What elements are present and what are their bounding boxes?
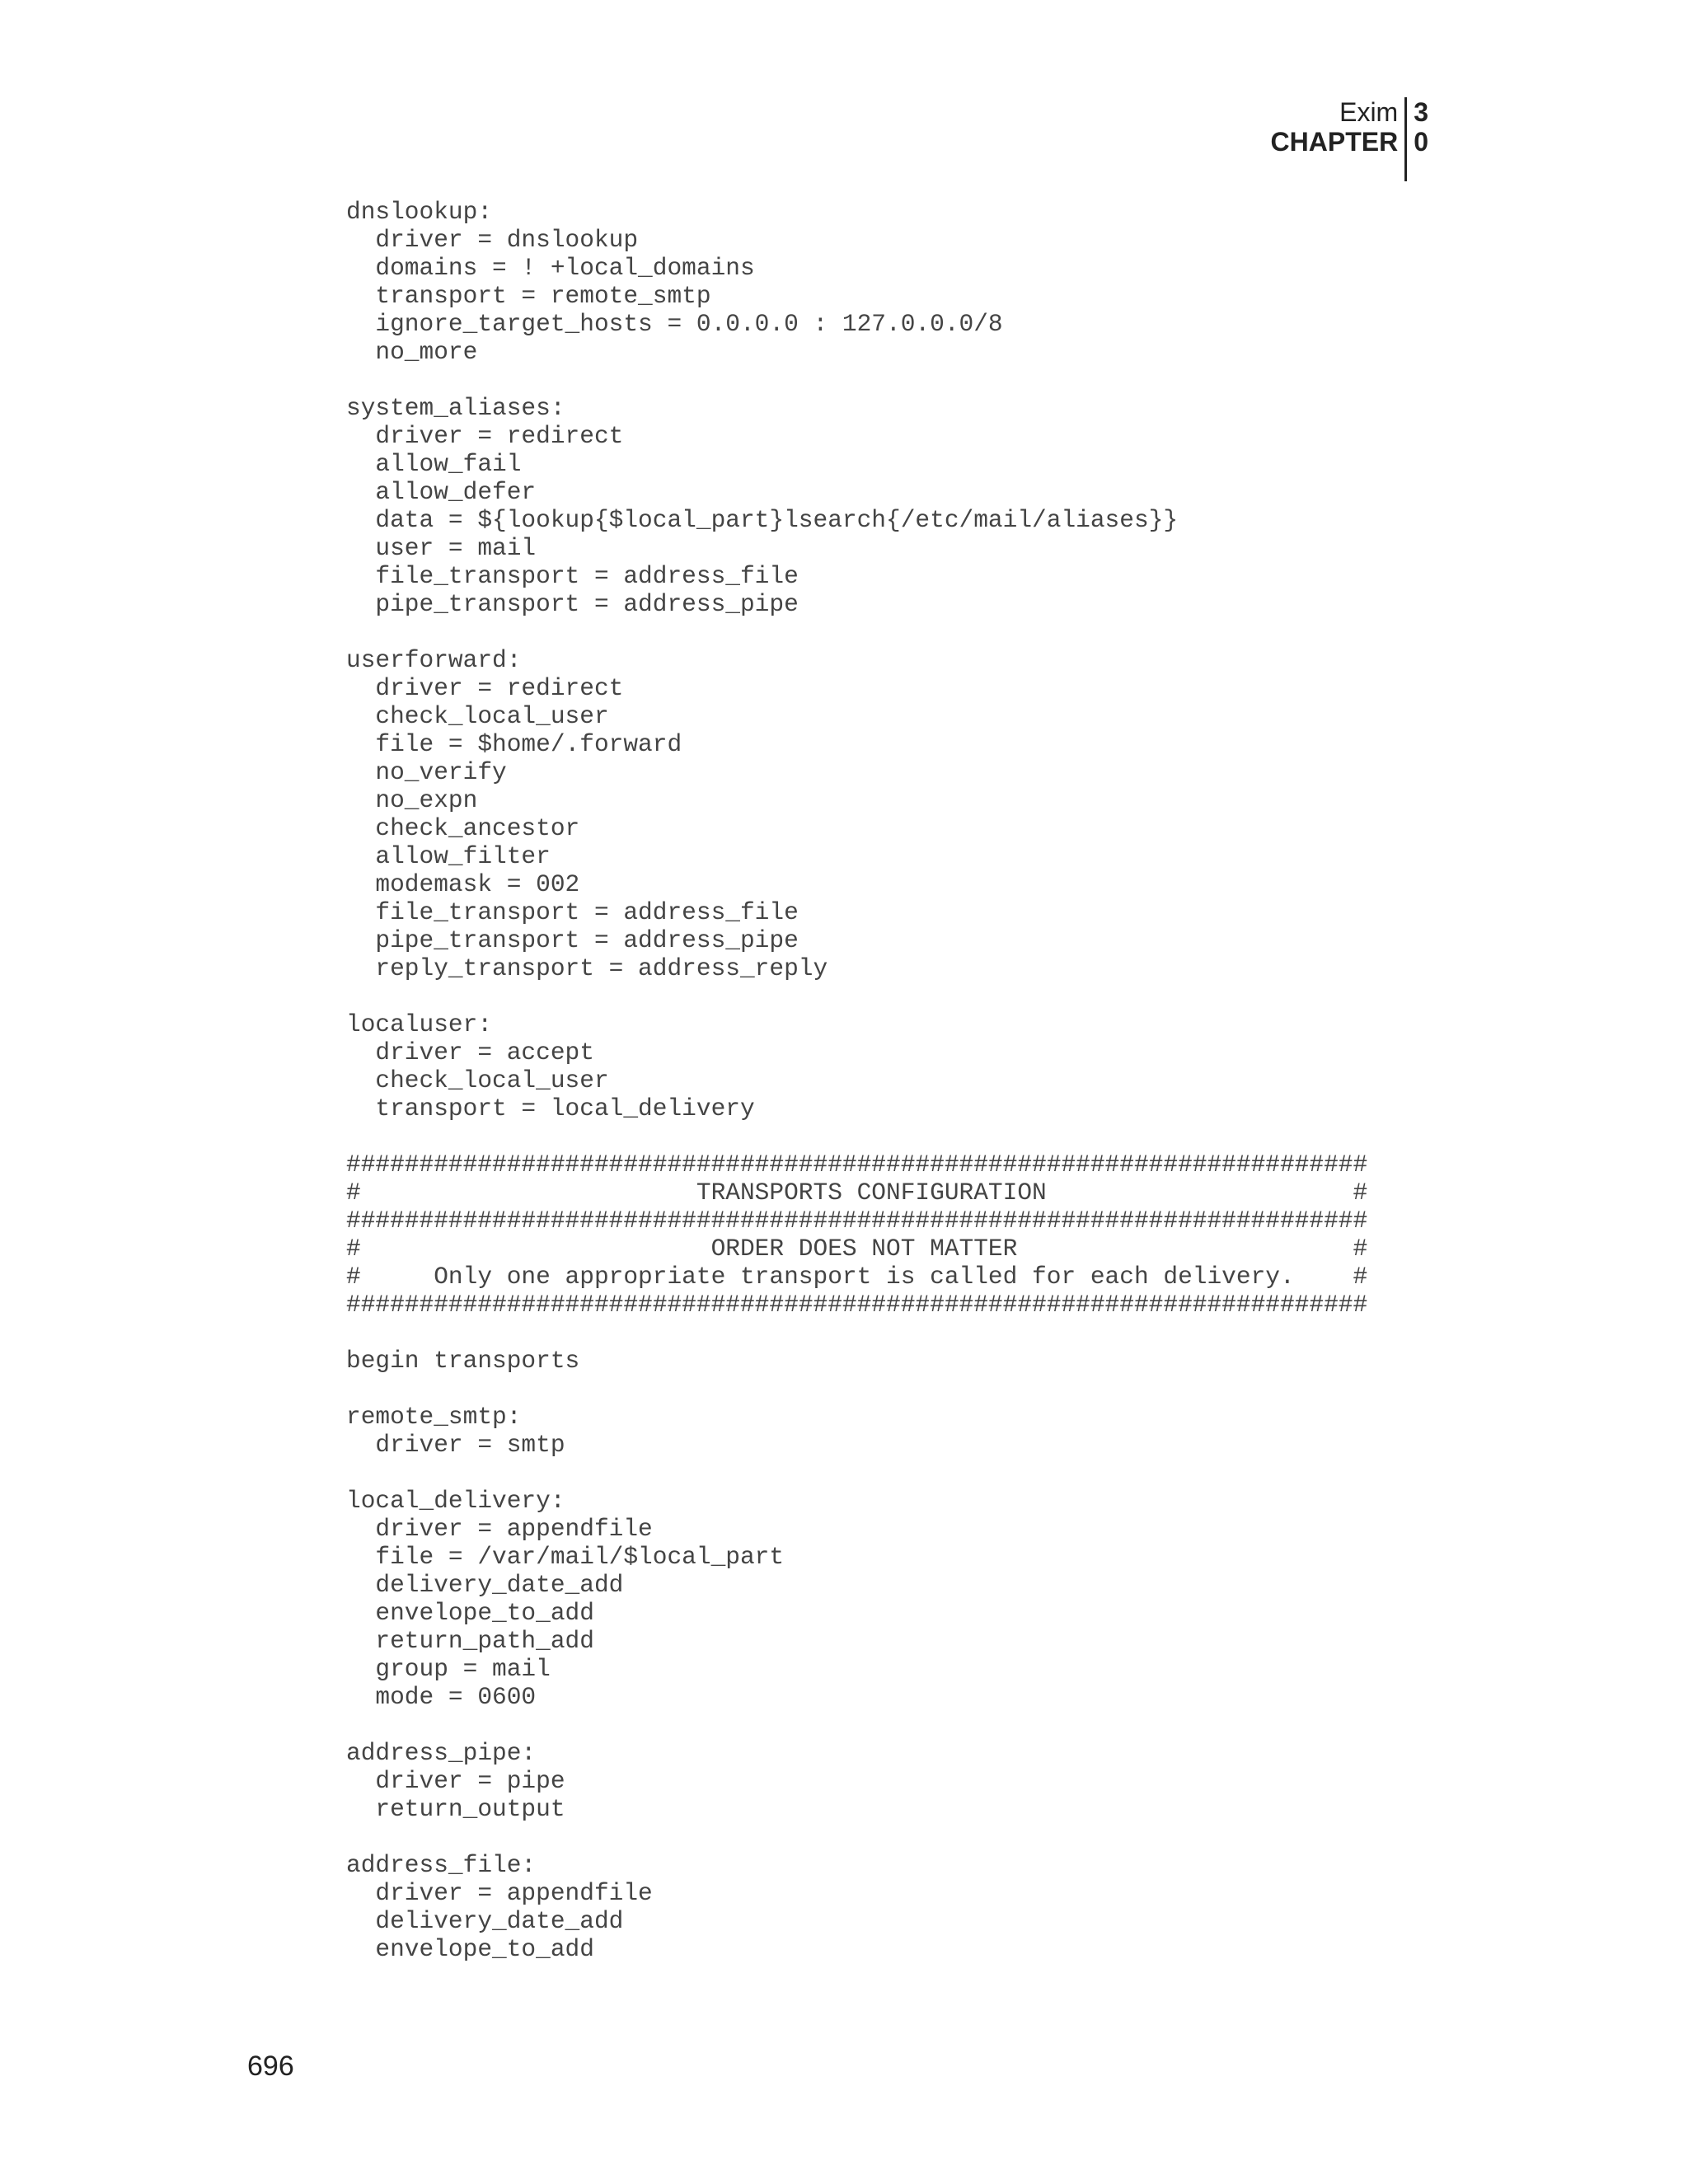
code-line: delivery_date_add — [346, 1571, 624, 1599]
code-line: user = mail — [346, 534, 537, 562]
code-line: envelope_to_add — [346, 1935, 594, 1963]
code-line: driver = redirect — [346, 422, 624, 450]
code-line: system_aliases: — [346, 394, 565, 422]
code-line: driver = dnslookup — [346, 226, 639, 254]
code-line — [346, 982, 1367, 1010]
chapter-header-labels — [1271, 97, 1408, 181]
code-line: driver = appendfile — [346, 1879, 653, 1907]
page-number: 696 — [247, 2050, 294, 2082]
code-line: no_more — [346, 338, 478, 366]
code-line: driver = redirect — [346, 674, 624, 702]
code-line: allow_filter — [346, 842, 551, 870]
code-line: file_transport = address_file — [346, 898, 799, 926]
code-line: userforward: — [346, 646, 522, 674]
code-line: mode = 0600 — [346, 1683, 537, 1711]
code-line: ###################################################################### — [346, 1291, 1368, 1319]
code-line: check_local_user — [346, 1066, 609, 1094]
code-line — [346, 1823, 1367, 1851]
code-line: file = $home/.forward — [346, 730, 682, 758]
chapter-number-digit-1: 3 — [1414, 97, 1428, 127]
code-line — [346, 1319, 1367, 1347]
code-line: ignore_target_hosts = 0.0.0.0 : 127.0.0.0/8 — [346, 310, 1003, 338]
chapter-label: CHAPTER — [1270, 127, 1399, 157]
code-listing — [346, 198, 1367, 1963]
chapter-number-digit-2: 0 — [1414, 127, 1428, 157]
code-line: local_delivery: — [346, 1487, 565, 1515]
code-line: allow_fail — [346, 450, 522, 478]
code-line — [346, 1375, 1367, 1403]
code-line: localuser: — [346, 1010, 493, 1038]
code-line: check_local_user — [346, 702, 609, 730]
code-line: allow_defer — [346, 478, 537, 506]
code-line: address_file: — [346, 1851, 537, 1879]
code-line: check_ancestor — [346, 814, 580, 842]
code-line: file_transport = address_file — [346, 562, 799, 590]
code-line: return_output — [346, 1795, 565, 1823]
code-line — [346, 1711, 1367, 1739]
code-line: transport = local_delivery — [346, 1094, 755, 1122]
code-line: return_path_add — [346, 1627, 594, 1655]
code-line: ###################################################################### — [346, 1151, 1368, 1179]
code-line: driver = appendfile — [346, 1515, 653, 1543]
code-line: delivery_date_add — [346, 1907, 624, 1935]
code-line: # ORDER DOES NOT MATTER # — [346, 1235, 1368, 1263]
code-line: driver = pipe — [346, 1767, 565, 1795]
code-line: ###################################################################### — [346, 1207, 1368, 1235]
chapter-header — [1271, 97, 1428, 181]
code-line — [346, 366, 1367, 394]
code-line: dnslookup: — [346, 198, 493, 226]
code-line: # Only one appropriate transport is called for each delivery. # — [346, 1263, 1368, 1291]
code-line: # TRANSPORTS CONFIGURATION # — [346, 1179, 1368, 1207]
code-line: driver = smtp — [346, 1431, 565, 1459]
code-line: address_pipe: — [346, 1739, 537, 1767]
code-line: domains = ! +local_domains — [346, 254, 755, 282]
code-line: driver = accept — [346, 1038, 594, 1066]
code-line: envelope_to_add — [346, 1599, 594, 1627]
code-line: modemask = 002 — [346, 870, 580, 898]
code-line: pipe_transport = address_pipe — [346, 926, 799, 954]
code-line: group = mail — [346, 1655, 551, 1683]
code-line: pipe_transport = address_pipe — [346, 590, 799, 618]
code-line: file = /var/mail/$local_part — [346, 1543, 785, 1571]
header-divider-extension — [1271, 157, 1399, 181]
code-line: data = ${lookup{$local_part}lsearch{/etc/mail/aliases}} — [346, 506, 1179, 534]
code-line — [346, 1122, 1367, 1151]
code-line: no_expn — [346, 786, 478, 814]
code-line: no_verify — [346, 758, 507, 786]
code-line: remote_smtp: — [346, 1403, 522, 1431]
code-line: begin transports — [346, 1347, 580, 1375]
code-line — [346, 618, 1367, 646]
chapter-number — [1407, 97, 1428, 181]
code-line — [346, 1459, 1367, 1487]
code-line: transport = remote_smtp — [346, 282, 711, 310]
code-line: reply_transport = address_reply — [346, 954, 828, 982]
chapter-title: Exim — [1339, 97, 1399, 127]
